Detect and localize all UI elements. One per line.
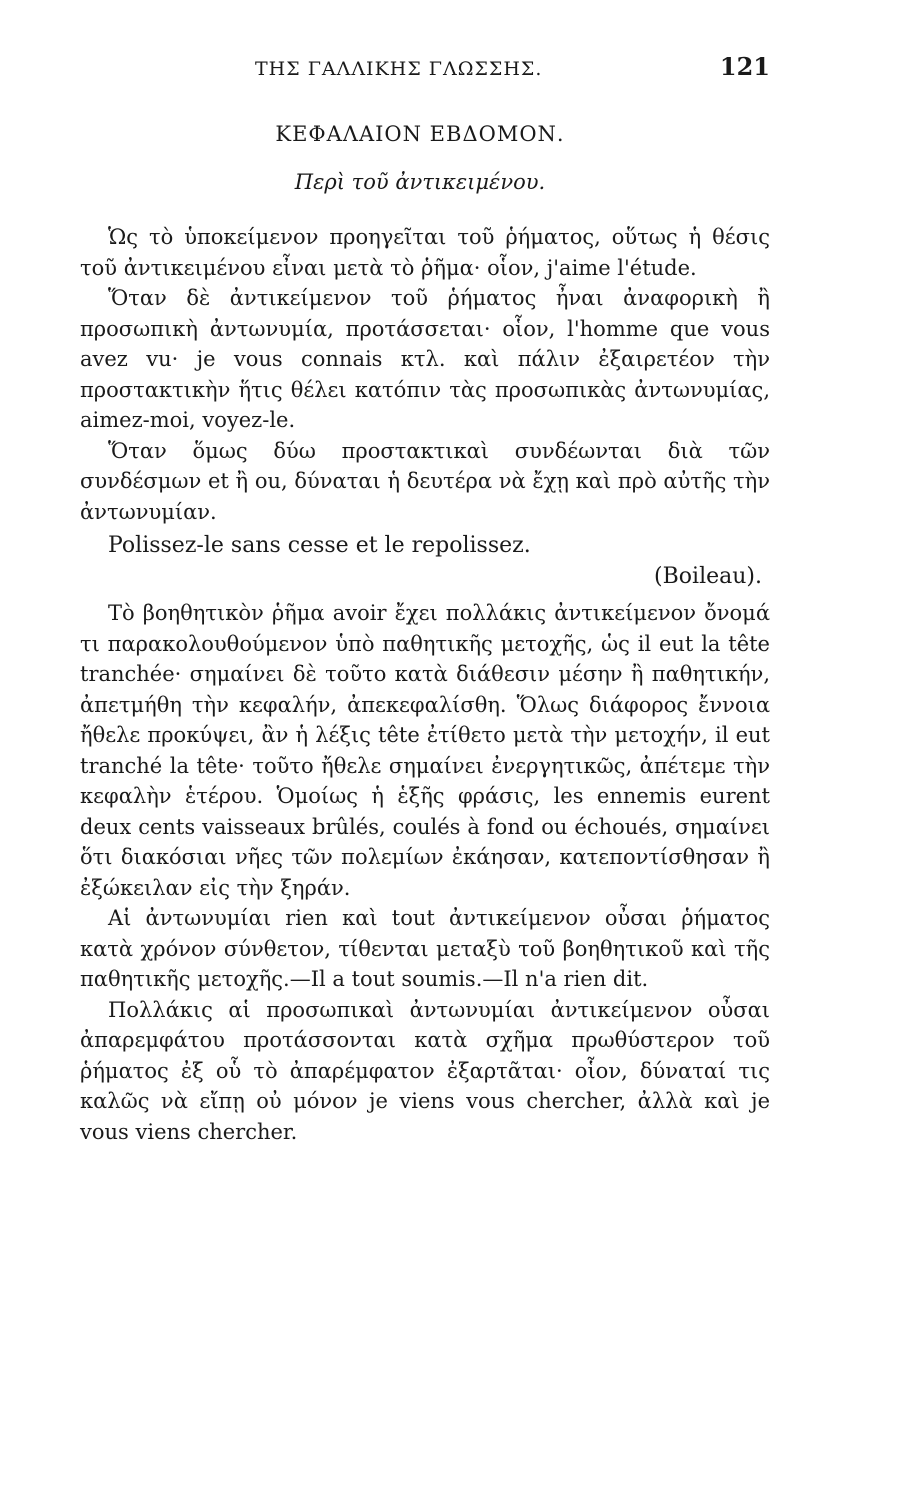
page-header [80, 52, 770, 88]
body-text [80, 222, 770, 1147]
quote-attribution: (Boileau). [654, 563, 762, 589]
paragraph: Ὡς τὸ ὑποκείμενον προηγεῖται τοῦ ῥήματος, οὕτως ἡ θέσις τοῦ ἀντικειμένου εἶναι μετὰ τὸ ῥῆμα· οἷον, j'aime l'étude. [80, 225, 770, 280]
paragraph: Πολλάκις αἱ προσωπικαὶ ἀντωνυμίαι ἀντικείμενον οὖσαι ἀπαρεμφάτου προτάσσονται κατὰ σχῆμα πρωθύστερον τοῦ ῥήματος ἐξ οὗ τὸ ἀπαρέμφατον ἐξαρτᾶται· οἷον, δύναταί τις καλῶς νὰ εἴπῃ οὐ μόνον je viens vous chercher, ἀλλὰ καὶ je vous viens chercher. [80, 997, 770, 1144]
chapter-subtitle: Περὶ τοῦ ἀντικειμένου. [294, 170, 546, 194]
quote-line: Polissez-le sans cesse et le repolissez. [108, 533, 531, 558]
paragraph: Αἱ ἀντωνυμίαι rien καὶ tout ἀντικείμενον οὖσαι ῥήματος κατὰ χρόνον σύνθετον, τίθενται μεταξὺ τοῦ βοηθητικοῦ καὶ τῆς παθητικῆς μετοχῆς.—Il a tout soumis.—Il n'a rien dit. [80, 906, 770, 991]
chapter-title: ΚΕΦΑΛΑΙΟΝ ΕΒΔΟΜΟΝ. [275, 122, 565, 146]
running-head: ΤΗΣ ΓΑΛΛΙΚΗΣ ΓΛΩΣΣΗΣ. [255, 58, 543, 80]
paragraph: Ὅταν δὲ ἀντικείμενον τοῦ ῥήματος ἦναι ἀναφορικὴ ἢ προσωπικὴ ἀντωνυμία, προτάσσεται· οἷον, l'homme que vous avez vu· je vous connais κτλ. καὶ πάλιν ἐξαιρετέον τὴν προστακτικὴν ἥτις θέλει κατόπιν τὰς προσωπικὰς ἀντωνυμίας, aimez-moi, voyez-le. [80, 286, 770, 432]
paragraph: Τὸ βοηθητικὸν ῥῆμα avoir ἔχει πολλάκις ἀντικείμενον ὄνομά τι παρακολουθούμενον ὑπὸ παθητικῆς μετοχῆς, ὡς il eut la tête tranchée· σημαίνει δὲ τοῦτο κατὰ διάθεσιν μέσην ἢ παθητικήν, ἀπετμήθη τὴν κεφαλήν, ἀπεκεφαλίσθη. Ὅλως διάφορος ἔννοια ἤθελε προκύψει, ἂν ἡ λέξις tête ἐτίθετο μετὰ τὴν μετοχήν, il eut tranché la tête· τοῦτο ἤθελε σημαίνει ἐνεργητικῶς, ἀπέτεμε τὴν κεφαλὴν ἑτέρου. Ὁμοίως ἡ ἑξῆς φράσις, les ennemis eurent deux cents vaisseaux brûlés, coulés à fond ou échoués, σημαίνει ὅτι διακόσιαι νῆες τῶν πολεμίων ἐκάησαν, κατεποντίσθησαν ἢ ἐξώκειλαν εἰς τὴν ξηράν. [80, 601, 770, 900]
paragraph: Ὅταν ὅμως δύω προστακτικαὶ συνδέωνται διὰ τῶν συνδέσμων et ἢ ou, δύναται ἡ δευτέρα νὰ ἔχῃ καὶ πρὸ αὐτῆς τὴν ἀντωνυμίαν. [80, 438, 770, 524]
page-number: 121 [719, 52, 770, 81]
